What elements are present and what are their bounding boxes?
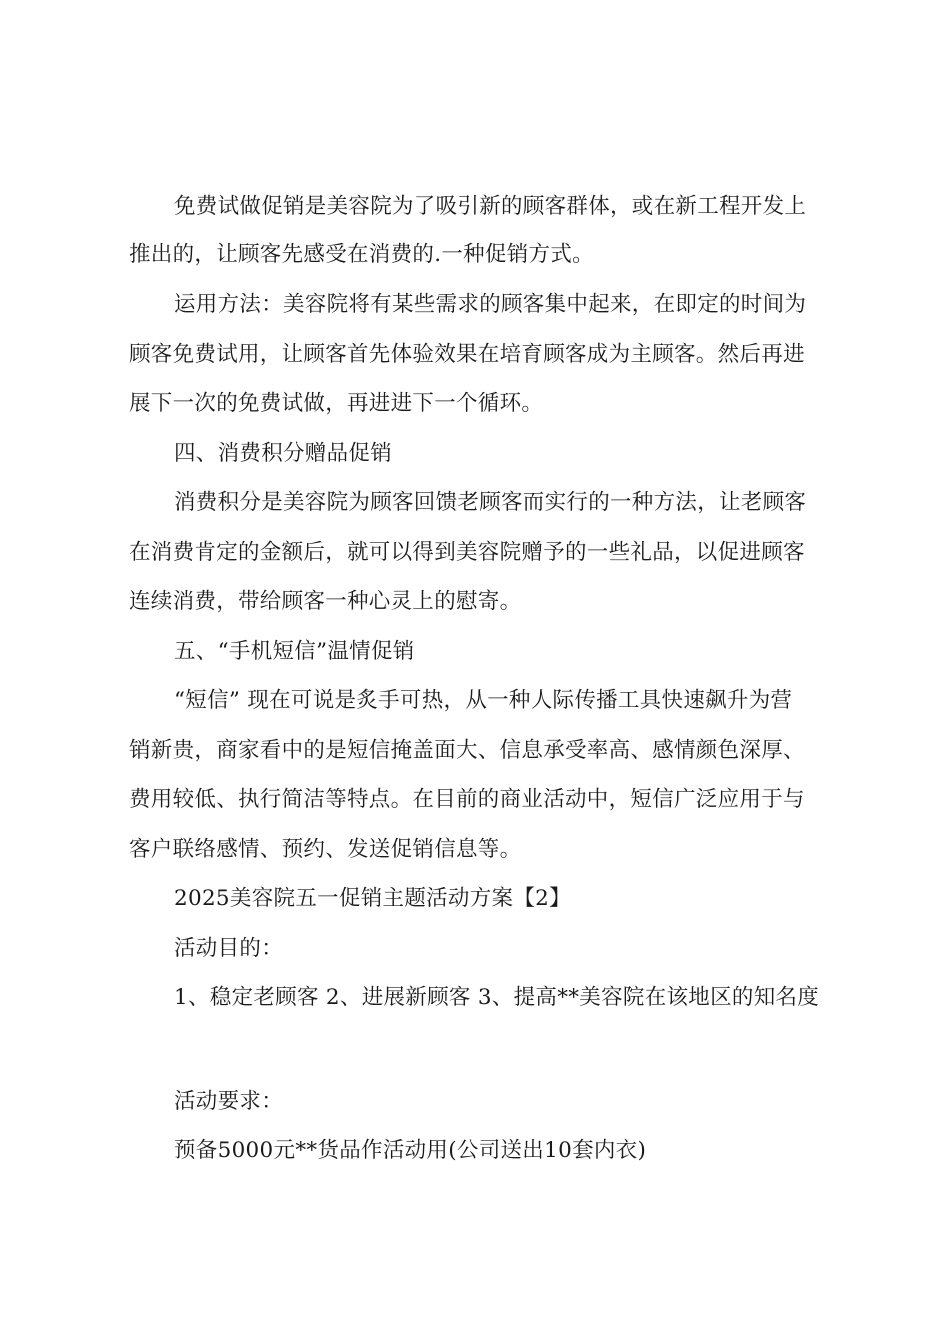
paragraph-sms-line-4: 客户联络感情、预约、发送促销信息等。 — [129, 837, 522, 862]
paragraph-sms-line-1: “短信” 现在可说是炙手可热，从一种人际传播工具快速飙升为营 — [174, 688, 793, 713]
paragraph-free-trial-line-1: 免费试做促销是美容院为了吸引新的顾客群体，或在新工程开发上 — [174, 194, 807, 219]
heading-section-5: 五、“手机短信”温情促销 — [174, 639, 415, 664]
paragraph-sms-line-3: 费用较低、执行简洁等特点。在目前的商业活动中，短信广泛应用于与 — [129, 787, 805, 812]
activity-purpose-label: 活动目的： — [174, 936, 284, 961]
paragraph-method-line-2: 顾客免费试用，让顾客首先体验效果在培育顾客成为主顾客。然后再进 — [129, 342, 805, 367]
section-title: 2025美容院五一促销主题活动方案【2】 — [174, 886, 571, 911]
paragraph-points-line-3: 连续消费，带给顾客一种心灵上的慰寄。 — [129, 589, 522, 614]
heading-section-4: 四、消费积分赠品促销 — [174, 441, 393, 466]
activity-requirements-text: 预备5000元**货品作活动用(公司送出10套内衣) — [174, 1138, 647, 1163]
paragraph-points-line-1: 消费积分是美容院为顾客回馈老顾客而实行的一种方法，让老顾客 — [174, 490, 807, 515]
paragraph-points-line-2: 在消费肯定的金额后，就可以得到美容院赠予的一些礼品，以促进顾客 — [129, 540, 805, 565]
paragraph-free-trial-line-2: 推出的，让顾客先感受在消费的.一种促销方式。 — [129, 242, 594, 267]
paragraph-method-line-1: 运用方法：美容院将有某些需求的顾客集中起来，在即定的时间为 — [174, 292, 807, 317]
activity-requirements-label: 活动要求： — [174, 1089, 284, 1114]
paragraph-method-line-3: 展下一次的免费试做，再进进下一个循环。 — [129, 391, 544, 416]
activity-purpose-items: 1、稳定老顾客 2、进展新顾客 3、提高**美容院在该地区的知名度 — [174, 985, 820, 1010]
paragraph-sms-line-2: 销新贵，商家看中的是短信掩盖面大、信息承受率高、感情颜色深厚、 — [129, 738, 805, 763]
